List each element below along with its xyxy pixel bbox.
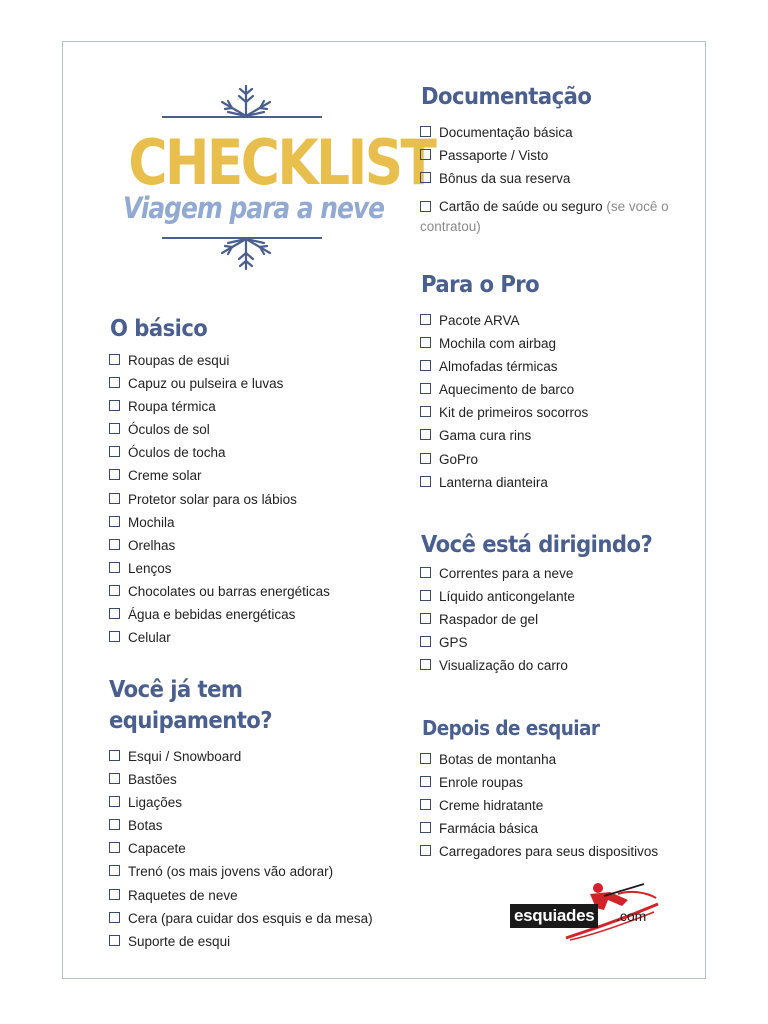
page-subtitle: Viagem para a neve — [123, 191, 384, 225]
list-item[interactable] — [109, 422, 330, 445]
checkbox[interactable] — [420, 845, 431, 856]
list-item-label: Lenços — [128, 560, 172, 576]
list-item-label: Roupa térmica — [128, 399, 216, 415]
checkbox[interactable] — [420, 659, 431, 670]
checkbox[interactable] — [420, 567, 431, 578]
checkbox[interactable] — [109, 750, 120, 761]
checkbox[interactable] — [420, 613, 431, 624]
list-item-label: Mochila com airbag — [439, 336, 557, 352]
list-item-label: Passaporte / Visto — [439, 148, 549, 164]
list-item-label: Celular — [128, 630, 171, 646]
checkbox[interactable] — [420, 314, 431, 325]
list-item[interactable] — [109, 353, 330, 376]
list-item-label: GPS — [439, 635, 468, 651]
list-item[interactable] — [109, 561, 330, 584]
list-item-label: Aquecimento de barco — [439, 382, 575, 398]
checkbox[interactable] — [109, 446, 120, 457]
checkbox[interactable] — [420, 822, 431, 833]
list-item[interactable] — [420, 125, 573, 148]
list-item-label: Documentação básica — [439, 125, 573, 140]
list-item[interactable] — [420, 589, 575, 612]
checkbox[interactable] — [420, 126, 431, 137]
list-item[interactable] — [420, 612, 575, 635]
list-item-label: Raspador de gel — [439, 612, 539, 628]
checkbox[interactable] — [109, 865, 120, 876]
list-item-label: Orelhas — [128, 537, 176, 553]
checkbox[interactable] — [109, 796, 120, 807]
list-item[interactable] — [420, 452, 588, 475]
checkbox[interactable] — [109, 469, 120, 480]
checkbox[interactable] — [109, 889, 120, 900]
checkbox[interactable] — [420, 799, 431, 810]
list-item-label: Creme hidratante — [439, 798, 544, 814]
checkbox[interactable] — [109, 773, 120, 784]
checkbox[interactable] — [420, 429, 431, 440]
checkbox[interactable] — [420, 753, 431, 764]
checklist-depois — [420, 752, 658, 867]
checkbox[interactable] — [420, 172, 431, 183]
checklist-equipamento — [109, 749, 373, 957]
list-item-label: Óculos de tocha — [128, 445, 226, 461]
list-item[interactable] — [109, 818, 373, 841]
list-item-label: Líquido anticongelante — [439, 589, 575, 605]
checkbox[interactable] — [420, 590, 431, 601]
list-item-label: Protetor solar para os lábios — [128, 491, 297, 507]
checkbox[interactable] — [420, 776, 431, 787]
section-title-dirigindo: Você está dirigindo? — [421, 532, 653, 558]
checkbox[interactable] — [420, 453, 431, 464]
checkbox[interactable] — [420, 406, 431, 417]
list-item[interactable] — [109, 911, 373, 934]
checkbox[interactable] — [420, 201, 431, 212]
list-item-label: Suporte de esqui — [128, 933, 231, 949]
list-item[interactable] — [109, 630, 330, 653]
snowflake-icon — [214, 82, 278, 120]
checkbox[interactable] — [109, 562, 120, 573]
list-item-label: Lanterna dianteira — [439, 474, 548, 490]
checkbox[interactable] — [420, 149, 431, 160]
list-item[interactable] — [420, 171, 573, 194]
list-item[interactable] — [109, 445, 330, 468]
list-item-label: Esqui / Snowboard — [128, 749, 242, 764]
logo-wordmark: esquiades — [510, 904, 598, 928]
list-item-label: Kit de primeiros socorros — [439, 405, 589, 421]
list-item-label: Pacote ARVA — [439, 313, 520, 328]
list-item-label: Farmácia básica — [439, 821, 539, 837]
section-title-depois: Depois de esquiar — [422, 716, 600, 740]
list-item[interactable] — [420, 428, 588, 451]
list-item[interactable] — [420, 359, 588, 382]
checkbox[interactable] — [109, 935, 120, 946]
list-item-label: Carregadores para seus dispositivos — [439, 844, 659, 860]
list-item[interactable] — [420, 197, 692, 237]
list-item[interactable] — [420, 658, 575, 681]
checkbox[interactable] — [109, 493, 120, 504]
list-item-label: Correntes para a neve — [439, 566, 574, 581]
section-title-equipamento-line1: Você já tem — [109, 677, 243, 703]
list-item-label: Gama cura rins — [439, 428, 532, 444]
list-item-label: Água e bebidas energéticas — [128, 607, 296, 623]
list-item-label: Visualização do carro — [439, 658, 568, 674]
list-item-label: Mochila — [128, 514, 175, 530]
checkbox[interactable] — [420, 476, 431, 487]
list-item[interactable] — [420, 798, 658, 821]
list-item-label: Creme solar — [128, 468, 202, 484]
list-item[interactable] — [420, 336, 588, 359]
checkbox[interactable] — [109, 539, 120, 550]
checkbox[interactable] — [109, 842, 120, 853]
list-item-label: Óculos de sol — [128, 422, 210, 438]
list-item[interactable] — [109, 749, 373, 772]
checklist-documentacao — [420, 125, 573, 194]
list-item[interactable] — [109, 538, 330, 561]
list-item-label: Cartão de saúde ou seguro — [439, 199, 603, 214]
checkbox[interactable] — [109, 631, 120, 642]
page-title: CHECKLIST — [128, 126, 435, 199]
checkbox[interactable] — [109, 377, 120, 388]
list-item[interactable] — [420, 635, 575, 658]
list-item[interactable] — [420, 313, 588, 336]
list-item[interactable] — [420, 844, 658, 867]
checkbox[interactable] — [420, 383, 431, 394]
checkbox[interactable] — [420, 337, 431, 348]
list-item[interactable] — [420, 382, 588, 405]
checkbox[interactable] — [109, 423, 120, 434]
logo-suffix: .com — [616, 908, 647, 924]
checkbox[interactable] — [109, 608, 120, 619]
list-item-label: Bônus da sua reserva — [439, 171, 571, 187]
list-item-label: Ligações — [128, 795, 183, 811]
list-item[interactable] — [420, 566, 575, 589]
list-item[interactable] — [109, 841, 373, 864]
section-title-pro: Para o Pro — [421, 272, 540, 298]
list-item[interactable] — [109, 468, 330, 491]
checkbox[interactable] — [109, 585, 120, 596]
list-item[interactable] — [420, 475, 588, 498]
list-item[interactable] — [109, 888, 373, 911]
list-item[interactable] — [109, 772, 373, 795]
checkbox[interactable] — [109, 819, 120, 830]
list-item-label: Cera (para cuidar dos esquis e da mesa) — [128, 910, 373, 926]
checkbox[interactable] — [109, 516, 120, 527]
list-item[interactable] — [420, 775, 658, 798]
list-item-label: Enrole roupas — [439, 775, 524, 791]
list-item-label: Capuz ou pulseira e luvas — [128, 376, 284, 392]
section-title-documentacao: Documentação — [421, 84, 592, 110]
list-item[interactable] — [109, 864, 373, 887]
checklist-basico — [109, 353, 330, 653]
checklist-dirigindo — [420, 566, 575, 681]
list-item[interactable] — [109, 607, 330, 630]
list-item[interactable] — [109, 492, 330, 515]
checklist-pro — [420, 313, 588, 498]
list-item-label: Bastões — [128, 772, 177, 788]
snowflake-icon — [214, 235, 278, 273]
list-item[interactable] — [420, 148, 573, 171]
list-item-label: Raquetes de neve — [128, 887, 238, 903]
list-item[interactable] — [420, 752, 658, 775]
list-item-label: Capacete — [128, 841, 186, 857]
list-item-label: Trenó (os mais jovens vão adorar) — [128, 864, 334, 880]
list-item[interactable] — [109, 934, 373, 957]
checkbox[interactable] — [420, 360, 431, 371]
list-item-label: Botas de montanha — [439, 752, 557, 767]
list-item[interactable] — [420, 821, 658, 844]
checkbox[interactable] — [109, 912, 120, 923]
checkbox[interactable] — [109, 400, 120, 411]
checkbox[interactable] — [109, 354, 120, 365]
list-item-note: (se você o contratou) — [420, 199, 669, 234]
list-item[interactable] — [109, 795, 373, 818]
list-item-label: Almofadas térmicas — [439, 359, 558, 375]
list-item-label: GoPro — [439, 451, 479, 467]
checkbox[interactable] — [420, 636, 431, 647]
list-item-label: Roupas de esqui — [128, 353, 230, 368]
list-item[interactable] — [109, 515, 330, 538]
list-item[interactable] — [109, 584, 330, 607]
list-item[interactable] — [420, 405, 588, 428]
section-title-equipamento-line2: equipamento? — [109, 708, 273, 734]
list-item-label: Chocolates ou barras energéticas — [128, 583, 330, 599]
section-title-basico: O básico — [110, 316, 208, 342]
list-item[interactable] — [109, 399, 330, 422]
list-item-label: Botas — [128, 818, 163, 834]
list-item[interactable] — [109, 376, 330, 399]
